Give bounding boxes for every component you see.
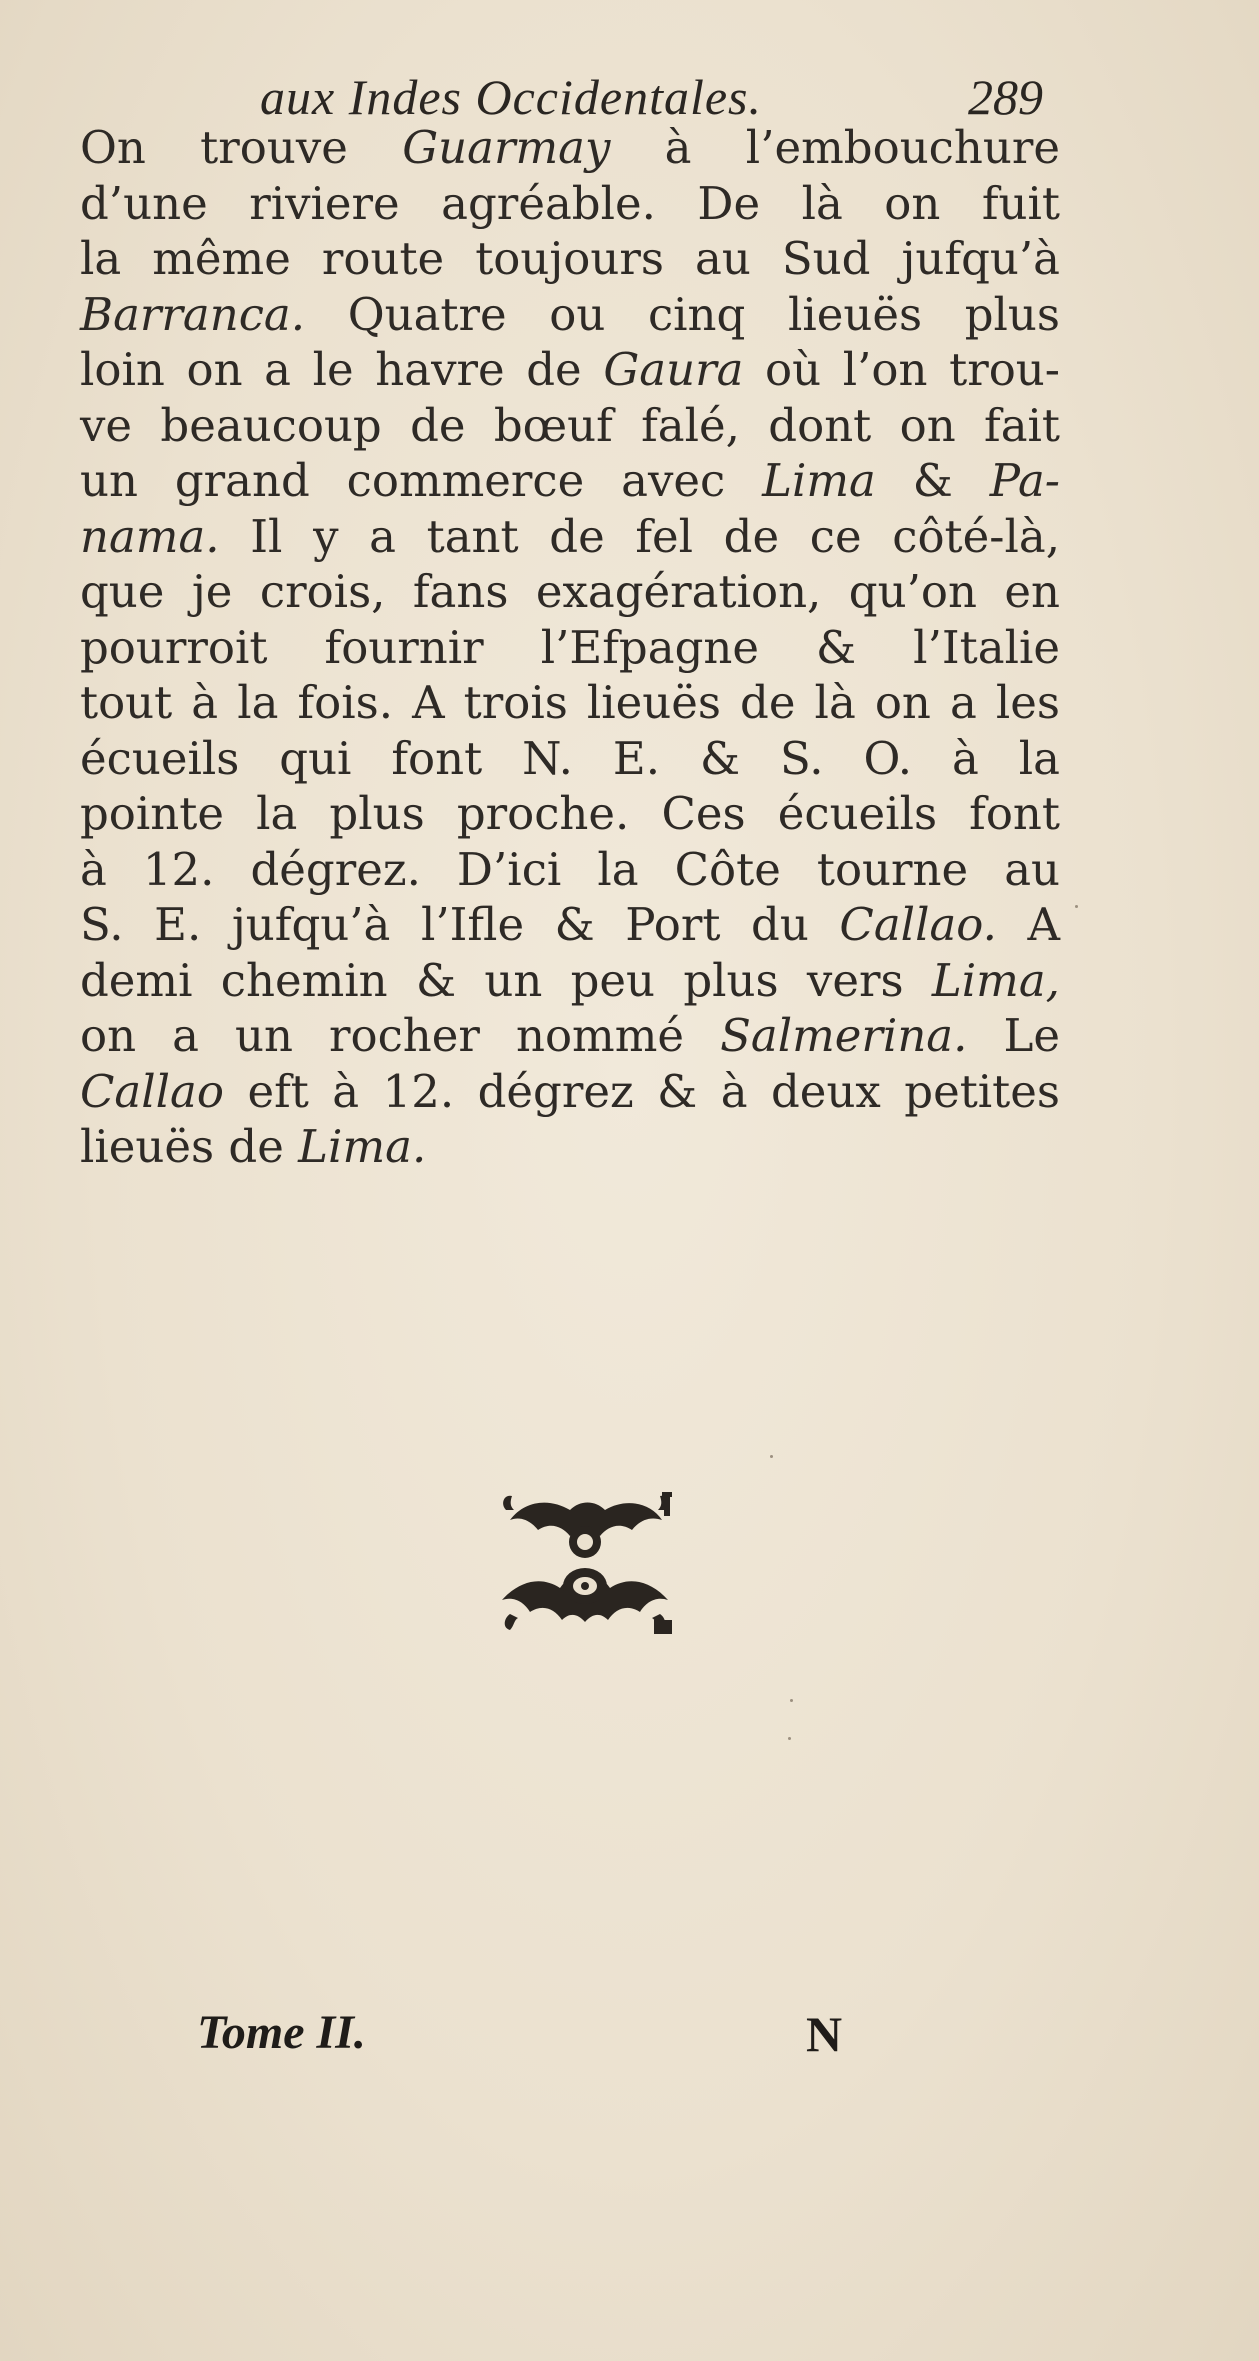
text-line — [80, 1119, 1060, 1175]
text-segment: pointe la plus proche. Ces écueils font — [80, 787, 1060, 840]
text-segment: S. E. jufqu’à l’Ifle & Port du — [80, 898, 840, 951]
paper-speck — [790, 1699, 793, 1702]
text-line — [80, 731, 1060, 787]
body-text — [80, 120, 1060, 1175]
paper-speck — [770, 1455, 773, 1458]
text-line — [80, 620, 1060, 676]
italic-text-segment: nama. — [80, 509, 220, 563]
text-segment: à 12. dégrez. D’ici la Côte tourne au — [80, 842, 1060, 896]
text-segment: ve beaucoup de bœuf falé, dont on fait — [80, 398, 1060, 452]
text-segment: écueils qui font N. E. & S. O. à la — [80, 731, 1060, 785]
text-segment: lieuës de — [80, 1120, 299, 1173]
text-line — [80, 1064, 1060, 1120]
text-segment: eft à 12. dégrez & à deux petites — [223, 1064, 1060, 1118]
text-segment: Le — [967, 1009, 1060, 1062]
text-segment: d’une riviere agréable. De là on fuit — [80, 176, 1060, 230]
italic-text-segment: Barranca. — [80, 287, 306, 341]
text-segment: on a un rocher nommé — [80, 1009, 721, 1062]
signature-mark: N — [806, 2006, 843, 2062]
text-line — [80, 897, 1060, 953]
text-line — [80, 176, 1060, 232]
page-footer — [0, 2005, 1259, 2075]
fleuron-svg — [480, 1480, 690, 1660]
text-line — [80, 953, 1060, 1009]
text-segment: Il y a tant de fel de ce côté-là, — [219, 509, 1060, 563]
text-segment: tout à la fois. A trois lieuës de là on a les — [80, 676, 1060, 729]
italic-text-segment: Lima, — [931, 953, 1060, 1007]
text-line — [80, 509, 1060, 565]
text-segment: loin on a le havre de — [80, 343, 604, 396]
text-line — [80, 342, 1060, 398]
italic-text-segment: Gaura — [603, 343, 744, 396]
page-number: 289 — [968, 69, 1043, 125]
italic-text-segment: Guarmay — [402, 121, 611, 174]
text-segment: où l’on trou- — [743, 343, 1060, 396]
text-line — [80, 398, 1060, 454]
italic-text-segment: Pa- — [989, 454, 1060, 507]
text-segment: demi chemin & un peu plus vers — [80, 953, 932, 1007]
text-segment: On trouve — [80, 121, 403, 174]
italic-text-segment: Callao — [80, 1064, 224, 1118]
paper-speck — [1075, 905, 1078, 908]
text-line — [80, 120, 1060, 176]
italic-text-segment: Callao. — [839, 898, 997, 951]
text-segment: & — [875, 454, 990, 507]
text-line — [80, 231, 1060, 287]
text-segment: à l’embouchure — [610, 121, 1060, 174]
text-segment: un grand commerce avec — [80, 454, 763, 507]
text-line — [80, 287, 1060, 343]
text-line — [80, 1008, 1060, 1064]
text-line — [80, 842, 1060, 898]
text-segment: que je crois, fans exagération, qu’on en — [80, 565, 1060, 618]
text-segment: A — [996, 898, 1060, 951]
text-line — [80, 453, 1060, 509]
printers-fleuron-ornament-icon — [480, 1480, 690, 1660]
italic-text-segment: Lima. — [298, 1120, 427, 1173]
volume-label: Tome II. — [197, 2006, 366, 2059]
italic-text-segment: Lima — [762, 454, 876, 507]
text-segment: Quatre ou cinq lieuës plus — [305, 287, 1060, 341]
text-segment: la même route toujours au Sud jufqu’à — [80, 232, 1060, 285]
text-line — [80, 564, 1060, 620]
text-line — [80, 675, 1060, 731]
text-segment: pourroit fournir l’Efpagne & l’Italie — [80, 620, 1060, 674]
running-head-title: aux Indes Occidentales. — [260, 69, 763, 125]
italic-text-segment: Salmerina. — [720, 1009, 968, 1062]
text-line — [80, 786, 1060, 842]
paper-speck — [788, 1737, 791, 1740]
